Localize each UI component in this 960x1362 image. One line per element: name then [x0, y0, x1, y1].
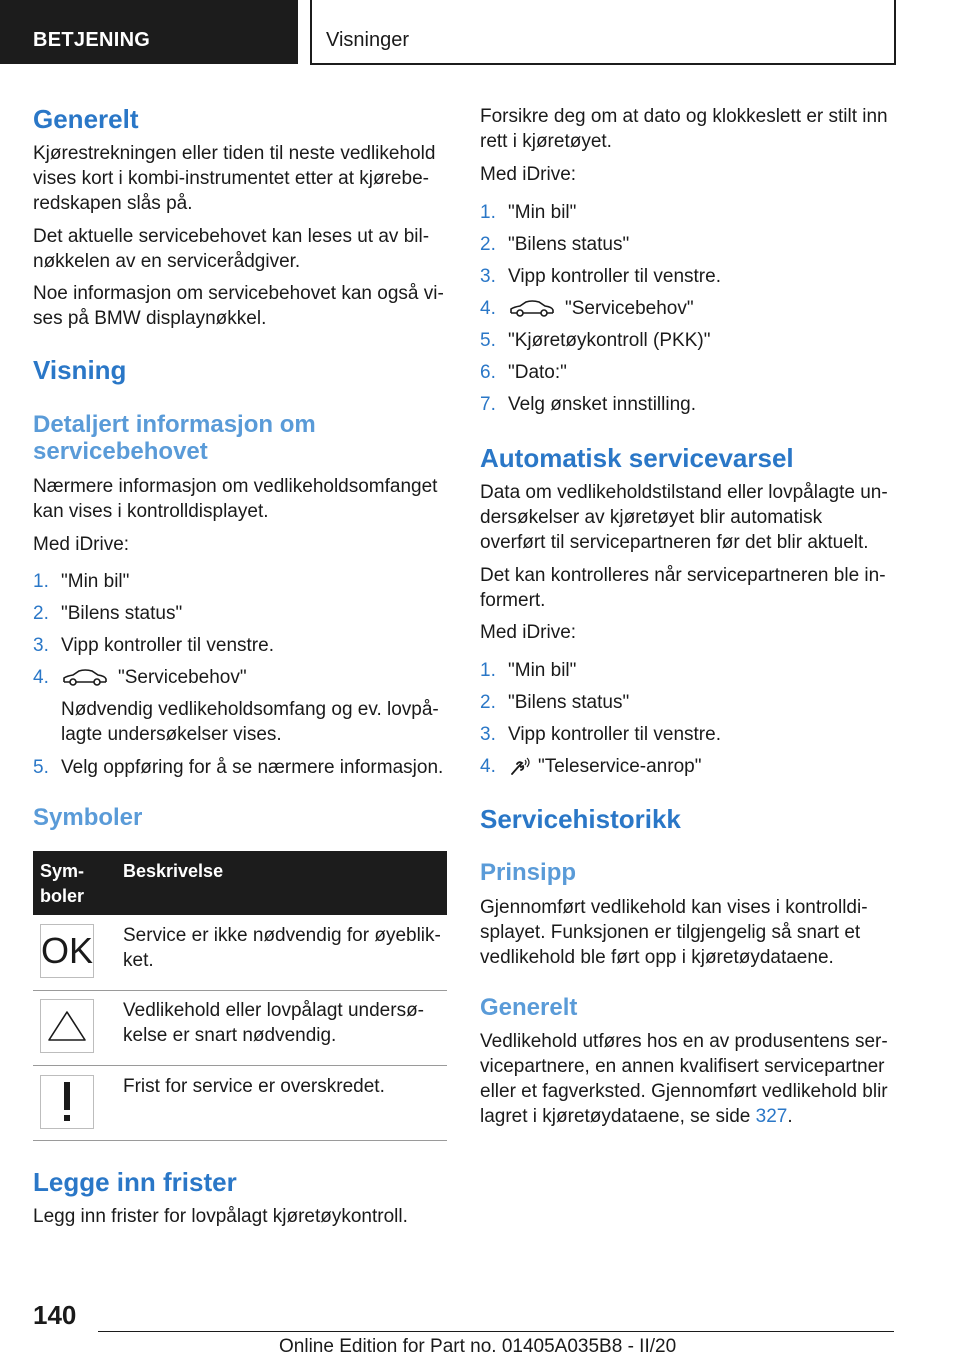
section-label: BETJENING — [33, 29, 151, 51]
step4-sub-1: Nødvendig vedlikeholdsomfang og ev. lovpå- — [61, 699, 439, 720]
heading-detaljert-1: Detaljert informasjon om — [33, 411, 316, 438]
heading-prinsipp: Prinsipp — [480, 859, 577, 886]
heading-servicehistorikk: Servicehistorikk — [480, 804, 681, 834]
med-idrive-label: Med iDrive: — [33, 534, 130, 555]
heading-detaljert-2: servicebehovet — [33, 438, 208, 465]
chapter-label: Visninger — [326, 29, 410, 51]
table-row: Frist for service er overskredet. — [123, 1076, 385, 1097]
exclamation-icon — [40, 1075, 94, 1129]
table-row: Vedlikehold eller lovpålagt undersø- kelse er snart nødvendig. — [123, 1000, 425, 1046]
edition-text: Online Edition for Part no. 01405A035B8 - II/20 — [279, 1336, 677, 1357]
med-idrive-label-2: Med iDrive: — [480, 622, 577, 643]
intro-paragraph: Forsikre deg om at dato og klokkeslett er stilt inn rett i kjøretøyet. — [480, 106, 888, 152]
prinsipp-paragraph: Gjennomført vedlikehold kan vises i kontrolldi-splayet. Funksjonen er tilgjengelig så snart et vedlikehold ble ført opp i kjøretøydataene. — [480, 897, 868, 968]
table-row: Service er ikke nødvendig for øyeblik- ket. — [123, 925, 441, 971]
med-idrive-label: Med iDrive: — [480, 164, 577, 185]
generelt-paragraph-2: Det aktuelle servicebehovet kan leses ut av bil-nøkkelen av en servicerådgiver. — [33, 226, 430, 272]
car-icon — [508, 299, 556, 326]
section-tab — [0, 0, 298, 64]
warning-triangle-icon — [40, 999, 94, 1053]
detaljert-paragraph: Nærmere informasjon om vedlikeholdsomfanget kan vises i kontrolldisplayet. — [33, 476, 438, 522]
symbol-table-header — [33, 851, 447, 915]
heading-legge-inn-frister: Legge inn frister — [33, 1167, 237, 1197]
page-link-327[interactable]: 327 — [755, 1106, 788, 1127]
generelt-paragraph-1: Kjørestrekningen eller tiden til neste vedlikehold vises kort i kombi-instrumentet etter at kjørebe-redskapen slås på. — [33, 143, 436, 214]
heading-generelt: Generelt — [33, 104, 139, 134]
table-divider — [33, 1140, 447, 1141]
auto-paragraph-1: Data om vedlikeholdstilstand eller lovpålagte un-dersøkelser av kjøretøyet blir automatisk overført til servicepartneren før det blir aktuelt. — [480, 482, 888, 553]
footer-divider — [98, 1331, 894, 1332]
heading-visning: Visning — [33, 355, 127, 385]
heading-automatisk-servicevarsel: Automatisk servicevarsel — [480, 443, 794, 473]
wrench-phone-icon — [510, 757, 532, 784]
chapter-tab — [310, 0, 896, 65]
car-icon — [61, 668, 109, 695]
generelt2-paragraph: Vedlikehold utføres hos en av produsentens ser-vicepartnere, en annen kvalifisert servicepartner eller et fagverksted. Gjennomført vedlikehold blir lagret i kjøretøydataene, se side 327. — [480, 1031, 888, 1127]
col-description-header: Beskrivelse — [123, 861, 224, 881]
page-number: 140 — [33, 1300, 77, 1330]
step4-sub-2: lagte undersøkelser vises. — [61, 724, 282, 745]
heading-generelt-2: Generelt — [480, 994, 578, 1021]
col-symbol-header: Sym- boler — [40, 861, 85, 906]
heading-symboler: Symboler — [33, 804, 143, 831]
legge-paragraph: Legg inn frister for lovpålagt kjøretøykontroll. — [33, 1206, 408, 1227]
table-divider — [33, 990, 447, 991]
auto-paragraph-2: Det kan kontrolleres når servicepartneren ble in-formert. — [480, 565, 886, 611]
table-divider — [33, 1065, 447, 1066]
generelt-paragraph-3: Noe informasjon om servicebehovet kan også vi-ses på BMW displaynøkkel. — [33, 283, 444, 329]
ok-icon: OK — [40, 924, 94, 978]
